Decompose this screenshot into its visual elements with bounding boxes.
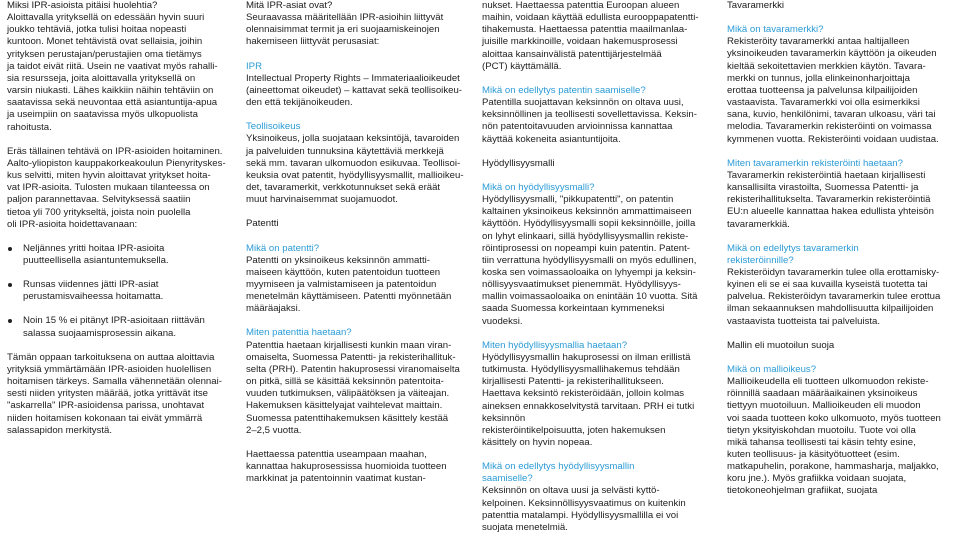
text-line: patenttia matalampi. Hyödyllisyysmallilla ei voi bbox=[482, 509, 679, 521]
question-heading-lines bbox=[727, 243, 859, 266]
text-line: sekä mm. tavaran ulkomuodon esikuvaa. Teollisoi- bbox=[246, 157, 461, 169]
question-heading-lines bbox=[482, 461, 635, 484]
paragraph bbox=[7, 146, 231, 231]
text-line: Runsas viidennes jätti IPR-asiat bbox=[23, 279, 159, 291]
text-line: röintiprosessi on nopeampi kuin patentin. Patent- bbox=[482, 242, 690, 254]
text-line: vastaavista. Tavaramerkki voi olla esimerkiksi bbox=[727, 97, 920, 109]
text-line: ja palveluiden tunnuksina käytettäviä merkkejä bbox=[246, 145, 444, 157]
subheading: Teollisoikeus bbox=[246, 121, 301, 133]
text-line: varsin niukasti. Lähes kaikkiin näihin tehtäviin on bbox=[7, 85, 214, 97]
text-line: mallin voimassaoloaika on enintään 10 vuotta. Sitä bbox=[482, 291, 698, 303]
text-line: myymiseen ja valmistamiseen ja patentoidun bbox=[246, 278, 437, 290]
list-item-text bbox=[23, 279, 163, 302]
paragraph-lines bbox=[482, 352, 694, 448]
question-heading: Mikä on tavaramerkki? bbox=[727, 24, 824, 36]
text-line: tiettyyn muotoiluun. Mallioikeuden eli muodon bbox=[727, 400, 921, 412]
paragraph bbox=[246, 133, 468, 206]
paragraph bbox=[482, 97, 707, 146]
text-line: olennaisimmat termit ja eri suojaamiskeinojen bbox=[246, 24, 440, 36]
text-line: Seuraavassa määritellään IPR-asioihin liittyvät bbox=[246, 12, 444, 24]
paragraph bbox=[727, 36, 953, 145]
bullet-list bbox=[7, 243, 231, 340]
text-line: saada Suomessa korkeintaan kymmeneksi vuodeksi. bbox=[482, 303, 665, 327]
text-line: käyttöön. Hyödyllisyysmalli sopii keksinnöille, joilla bbox=[482, 218, 696, 230]
text-line: (aineettomat oikeudet) – kattavat sekä teollisoikeu- bbox=[246, 84, 462, 96]
question-heading: Mikä on edellytys patentin saamiselle? bbox=[482, 84, 646, 96]
question-heading: Miten hyödyllisyysmallia haetaan? bbox=[482, 339, 628, 351]
text-line: 2–2,5 vuotta. bbox=[246, 424, 302, 436]
text-line: aloittaa kansainvälistä patenttijärjestelmää bbox=[482, 48, 662, 60]
text-line: Mikä on edellytys tavaramerkin bbox=[727, 242, 859, 254]
text-line: tietyn yksityiskohdan muotoilu. Tuote voi olla bbox=[727, 424, 916, 436]
paragraph bbox=[482, 485, 707, 534]
text-line: Noin 15 % ei pitänyt IPR-asioitaan riittävän bbox=[23, 315, 205, 327]
text-line: Hyödyllisyysmallin hakuprosessi on ilman erillistä bbox=[482, 351, 691, 363]
text-line: menetelmän käyttämiseen. Patentti myönnetään bbox=[246, 291, 452, 303]
paragraph bbox=[7, 12, 231, 134]
text-line: salassapidon merkitystä. bbox=[7, 424, 113, 436]
text-line: ilman sekaannuksen mahdollisuutta kilpailijoiden bbox=[727, 303, 934, 315]
paragraph-lines bbox=[482, 0, 699, 72]
paragraph bbox=[246, 12, 468, 48]
text-line: rekisteröinnille? bbox=[727, 254, 794, 266]
list-item-text bbox=[23, 243, 169, 266]
paragraph bbox=[246, 340, 468, 437]
text-line: suojata menetelmiä. bbox=[482, 521, 568, 533]
text-line: Haettaessa patenttia useampaan maahan, bbox=[246, 448, 427, 460]
paragraph-lines bbox=[246, 340, 460, 436]
text-line: erottaa tuotteensa ja palvelunsa kilpailijoiden bbox=[727, 84, 918, 96]
paragraph bbox=[482, 352, 707, 449]
text-line: käyttää kokeneita asiantuntijoita. bbox=[482, 133, 621, 145]
paragraph bbox=[482, 194, 707, 328]
list-item bbox=[7, 315, 231, 339]
text-line: Tavaramerkin rekisteröintiä haetaan kirjallisesti bbox=[727, 169, 926, 181]
text-line: merkki on tunnus, jolla elinkeinonharjoittaja bbox=[727, 72, 910, 84]
list-item-text bbox=[23, 315, 205, 338]
text-line: markkinat ja patentoinnin vaatimat kustan- bbox=[246, 473, 426, 485]
question-heading bbox=[482, 461, 707, 485]
text-line: juisille markkinoille, voidaan hakemusprosessi bbox=[482, 36, 678, 48]
text-line: puutteellisella asiantuntemuksella. bbox=[23, 254, 169, 266]
text-line: kaltainen yksinoikeus keksinnön ammattimaiseen bbox=[482, 206, 692, 218]
text-line: rahoitusta. bbox=[7, 121, 52, 133]
text-line: Neljännes yritti hoitaa IPR-asioita bbox=[23, 242, 165, 254]
paragraph bbox=[7, 352, 231, 437]
text-line: Patenttia haetaan kirjallisesti kunkin maan viran- bbox=[246, 339, 452, 351]
text-line: den että tekijänoikeuden. bbox=[246, 97, 353, 109]
text-line: Mikä on edellytys hyödyllisyysmallin bbox=[482, 461, 635, 473]
text-line: keuksia ovat patentit, hyödyllisyysmallit, mallioikeu- bbox=[246, 169, 464, 181]
text-line: Aalto-yliopiston kauppakorkeakoulun Pienyrityskes- bbox=[7, 157, 226, 169]
text-line: koru jne.). Myös grafiikka voidaan suojata, bbox=[727, 473, 907, 485]
text-line: on lyhyt elinkaari, sillä hyödyllisyysmallin rekiste- bbox=[482, 230, 689, 242]
text-line: saatavissa sekä neuvontaa että asiantuntija-apua bbox=[7, 97, 218, 109]
text-line: Eräs tällainen tehtävä on IPR-asioiden hoitaminen. bbox=[7, 145, 223, 157]
paragraph-lines bbox=[727, 267, 940, 327]
text-line: tavaramerkkiä. bbox=[727, 218, 790, 230]
text-line: tietoa yli 700 yritykseltä, joista noin puolella bbox=[7, 206, 191, 218]
paragraph bbox=[246, 449, 468, 485]
subheading: Mallin eli muotoilun suoja bbox=[727, 339, 835, 351]
text-line: Patentti on yksinoikeus keksinnön ammatti- bbox=[246, 254, 430, 266]
text-line: EU:n alueelle kannattaa hakea edullista yhteisön bbox=[727, 206, 934, 218]
question-heading: Mikä on mallioikeus? bbox=[727, 363, 817, 375]
paragraph-lines bbox=[482, 97, 697, 144]
paragraph-lines bbox=[482, 194, 697, 327]
text-line: niiden hoitamisen kokonaan tai eivät ymmärrä bbox=[7, 412, 203, 424]
text-line: käsittely on hyvin nopeaa. bbox=[482, 437, 593, 448]
text-line: Keksinnön on oltava uusi ja selvästi kyttö- bbox=[482, 485, 660, 497]
text-line: Patentilla suojattavan keksinnön on oltava uusi, bbox=[482, 97, 684, 109]
text-line: (PCT) käyttämällä. bbox=[482, 60, 562, 72]
text-line: salassa suojaamisprosessin aikana. bbox=[23, 327, 177, 339]
text-line: kansallisilta virastoilta, Suomessa Patentti- ja bbox=[727, 182, 919, 194]
text-line: vuuden tutkimuksen, välipäätöksen ja väiteajan. bbox=[246, 388, 450, 400]
paragraph-lines bbox=[246, 255, 451, 315]
column-trademark bbox=[727, 0, 953, 498]
text-line: rekisteröintikelpoisuutta, joten hakemuksen bbox=[482, 424, 666, 436]
text-line: saamiselle? bbox=[482, 473, 533, 485]
paragraph-lines bbox=[7, 146, 226, 230]
text-line: rekisterihallitukselta. Tavaramerkin rekisteröintiä bbox=[727, 194, 931, 206]
paragraph bbox=[727, 376, 953, 498]
text-line: ja taidot eivät riitä. Usein ne vaativat myös rahalli- bbox=[7, 60, 218, 72]
text-line: muut harvinaisemmat suojamuodot. bbox=[246, 194, 398, 206]
text-line: nukset. Haettaessa patenttia Euroopan alueen bbox=[482, 0, 680, 11]
text-line: tihakemusta. Haettaessa patenttia maailmanlaa- bbox=[482, 24, 688, 36]
text-line: Rekisteröity tavaramerkki antaa haltijalleen bbox=[727, 36, 910, 48]
question-heading: Miten patenttia haetaan? bbox=[246, 327, 352, 339]
text-line: määräajaksi. bbox=[246, 303, 301, 315]
paragraph-lines bbox=[727, 36, 939, 144]
section-heading: Mitä IPR-asiat ovat? bbox=[246, 0, 333, 11]
paragraph-lines bbox=[246, 73, 462, 108]
list-item bbox=[7, 243, 231, 267]
text-line: joukko tehtäviä, jotka tulisi hoitaa nopeasti bbox=[7, 24, 187, 36]
text-line: mikä tahansa teollisesti tai käsin tehty esine, bbox=[727, 436, 916, 448]
text-line: kelpoinen. Keksinnöllisyysvaatimus on kuitenkin bbox=[482, 497, 686, 509]
text-line: selta (PRH). Patentin hakuprosessi viranomaiselta bbox=[246, 363, 460, 375]
column-why-ipr bbox=[7, 0, 231, 437]
text-line: kyinen eli se ei saa kuvailla kyseistä tuotetta tai bbox=[727, 279, 928, 291]
text-line: Yksinoikeus, jolla suojataan keksintöjä, tavaroiden bbox=[246, 133, 460, 145]
paragraph-lines bbox=[7, 352, 222, 436]
text-line: voi saada tuotteen koko ulkomuoto, myös tuotteen bbox=[727, 412, 941, 424]
text-line: koska sen voimassaoloaika on lyhyempi ja keksin- bbox=[482, 266, 696, 278]
text-line: hakemiseen liittyvät perusasiat: bbox=[246, 36, 380, 48]
text-line: tietokoneohjelman grafiikat, suojata bbox=[727, 485, 878, 497]
text-line: maiseen käyttöön, kuten patentoidun tuotteen bbox=[246, 266, 441, 278]
list-item bbox=[7, 279, 231, 303]
subheading: Patentti bbox=[246, 218, 279, 230]
text-line: Tämän oppaan tarkoituksena on auttaa aloittavia bbox=[7, 351, 215, 363]
text-line: matkapuhelin, porakone, hammasharja, maljakko, bbox=[727, 461, 939, 473]
text-line: ja useimpiin on saatavissa myös ulkopuolista bbox=[7, 109, 198, 121]
text-line: yrityksiä ymmärtämään IPR-asioiden huolellisen bbox=[7, 363, 212, 375]
text-line: vastaavista tuotteista tai palveluista. bbox=[727, 315, 881, 327]
text-line: Mallioikeudella eli tuotteen ulkomuodon rekiste- bbox=[727, 376, 929, 388]
text-line: aineksen ennakkoselvitystä tarvitaan. PRH ei tutki keksinnön bbox=[482, 400, 695, 424]
text-line: on pitkä, sillä se käsittää keksinnön patentoita- bbox=[246, 376, 444, 388]
text-line: Intellectual Property Rights – Immateriaalioikeudet bbox=[246, 72, 460, 84]
text-line: oli IPR-asioita hoidettavanaan: bbox=[7, 218, 138, 230]
paragraph bbox=[482, 0, 707, 73]
text-line: melodia. Tavaramerkin rekisteröinti on voimassa bbox=[727, 121, 932, 133]
question-heading: Mikä on patentti? bbox=[246, 242, 320, 254]
subheading: Hyödyllisyysmalli bbox=[482, 157, 555, 169]
text-line: yrityksen perustajan/perustajien oma tietämys bbox=[7, 48, 202, 60]
text-line: sia resursseja, joita aloittavalla yrityksellä on bbox=[7, 72, 196, 84]
text-line: hoitamisen tärkeys. Samalla vähennetään olennai- bbox=[7, 376, 222, 388]
text-line: kus selvitti, miten hyvin aloittavat yritykset hoita- bbox=[7, 170, 211, 182]
text-line: kuntoon. Monet tehtävistä ovat sellaisia, joihin bbox=[7, 36, 203, 48]
paragraph-lines bbox=[7, 12, 218, 132]
text-line: Aloittavalla yrityksellä on edessään hyvin suuri bbox=[7, 12, 205, 24]
text-line: röinnillä saadaan määräaikainen yksinoikeus bbox=[727, 388, 918, 400]
text-line: palvelua. Rekisteröidyn tavaramerkin tulee erottua bbox=[727, 291, 941, 303]
section-heading: Tavaramerkki bbox=[727, 0, 785, 11]
text-line: tiin verrattuna hyödyllisyysmalli on myös edullinen, bbox=[482, 254, 697, 266]
text-line: Rekisteröidyn tavaramerkin tulee olla erottamisky- bbox=[727, 266, 940, 278]
paragraph-lines bbox=[246, 133, 464, 205]
paragraph-lines bbox=[246, 12, 443, 47]
text-line: "askarrella" IPR-asioidensa parissa, unohtavat bbox=[7, 400, 205, 412]
paragraph bbox=[246, 73, 468, 109]
text-line: det, tavaramerkit, verkkotunnukset sekä eräät bbox=[246, 182, 441, 194]
text-line: Hakemuksen käsittelyajat vaihtelevat maittain. bbox=[246, 400, 443, 412]
paragraph bbox=[246, 255, 468, 316]
text-line: kuten teollisuus- ja käsityötuotteet (esim. bbox=[727, 449, 900, 460]
paragraph-lines bbox=[482, 485, 686, 532]
text-line: kieltää sekoitettavien merkkien käytön. Tavara- bbox=[727, 60, 926, 72]
paragraph-lines bbox=[727, 170, 934, 230]
text-line: omaiselta, Suomessa Patentti- ja rekisterihallituk- bbox=[246, 351, 456, 363]
text-line: nöllisyysvaatimukset pienemmät. Hyödyllisyys- bbox=[482, 279, 681, 291]
text-line: perustamisvaiheessa hoitamatta. bbox=[23, 291, 164, 303]
text-line: kannattaa hakuprosessissa huomioida tuotteen bbox=[246, 461, 447, 472]
question-heading: Miten tavaramerkin rekisteröinti haetaan? bbox=[727, 157, 903, 169]
paragraph bbox=[727, 170, 953, 231]
text-line: Hyödyllisyysmalli, "pikkupatentti", on patentin bbox=[482, 194, 674, 206]
paragraph-lines bbox=[727, 376, 941, 496]
column-patent-utility-model bbox=[482, 0, 707, 534]
text-line: yksinoikeuden tavaramerkin käyttöön ja oikeuden bbox=[727, 48, 937, 60]
text-line: vat IPR-asioita. Tulosten mukaan tilanteessa on bbox=[7, 182, 210, 194]
text-line: Haettava keksintö rekisteröidään, jolloin kolmas bbox=[482, 388, 685, 400]
question-heading bbox=[727, 243, 953, 267]
paragraph bbox=[727, 267, 953, 328]
text-line: paljon parannettavaa. Selvityksessä saatiin bbox=[7, 194, 191, 206]
text-line: keksinnöllinen ja teollisesti sovellettavissa. Keksin- bbox=[482, 109, 697, 121]
text-line: Suomessa patenttihakemuksen käsittely kestää bbox=[246, 412, 449, 424]
text-line: sesti niiden yritysten määrää, jotka yrittävät itse bbox=[7, 388, 209, 400]
text-line: tutkimusta. Hyödyllisyysmallihakemus tehdään bbox=[482, 364, 680, 376]
text-line: maihin, voidaan käyttää edullista eurooppapatentti- bbox=[482, 12, 699, 24]
text-line: sana, kuvio, henkilönimi, tavaran ulkoasu, väri tai bbox=[727, 109, 936, 121]
paragraph-lines bbox=[246, 449, 447, 484]
section-heading: Miksi IPR-asioista pitäisi huolehtia? bbox=[7, 0, 158, 11]
text-line: kirjallisesti Patentti- ja rekisterihallitukseen. bbox=[482, 376, 664, 388]
subheading: IPR bbox=[246, 60, 262, 72]
text-line: kymmenen vuotta. Rekisteröinti voidaan uudistaa. bbox=[727, 133, 939, 145]
text-line: nön patentoitavuuden arvioinnissa kannattaa bbox=[482, 121, 673, 133]
question-heading: Mikä on hyödyllisyysmalli? bbox=[482, 181, 595, 193]
